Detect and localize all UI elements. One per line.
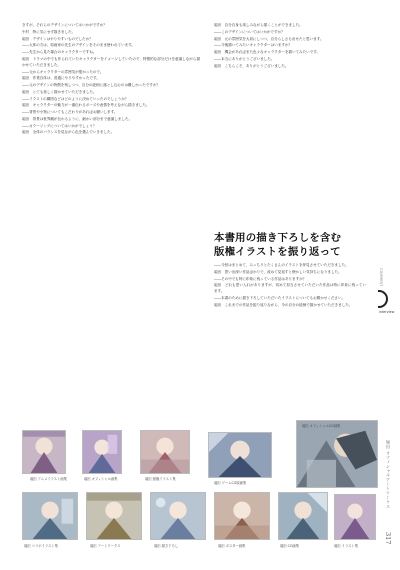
- interview-paragraph: 堀田 キャラクターの魅力が一番伝わるポーズや表情を考えながら描きました。: [22, 103, 150, 108]
- interview-paragraph: ――本当にありがとうございました。: [214, 56, 275, 61]
- page-number: 317: [384, 532, 392, 545]
- interview-paragraph: ――背景や小物についてもこだわりがあればお願いします。: [22, 110, 118, 115]
- illustration-caption: 堀田 アートワークス: [90, 544, 121, 548]
- interview-paragraph: 堀田 デザインはやりやすいものでしたか？: [22, 36, 93, 41]
- illustration-caption: 堀田 CG画集: [280, 544, 300, 548]
- illustration-caption: 堀田 アニメイラスト画集: [30, 477, 67, 481]
- illustration-thumbnail: [86, 492, 142, 540]
- interview-paragraph: 堀田 思い出深い作品ばかりで、改めて見返すと懐かしい気持ちになりました。: [214, 269, 342, 274]
- interview-column-right: [214, 22, 366, 228]
- interview-paragraph: きすが、それらのデザインについてはいかがですか？: [22, 23, 107, 27]
- illustration-thumbnail: [208, 432, 272, 478]
- interview-paragraph: ――本書のために描き下ろしていただいたイラストについてもお聞かせください。: [214, 296, 346, 301]
- interview-column-left: [22, 22, 200, 370]
- illustration-caption: 堀田 描き下ろし: [154, 544, 179, 548]
- interview-paragraph: ――今回はまとめて、みっちりとたくさんのイラストを拝見させていただきました。: [214, 263, 349, 267]
- interview-paragraph: 堀田 機会があればまた色々なキャラクターを描いてみたいです。: [214, 50, 321, 54]
- section-heading: [214, 232, 354, 259]
- interview-paragraph: ――イラストの構図などはどのように決めていったのでしょうか？: [22, 96, 129, 101]
- interview-paragraph: 中村 特に気にせず描きました。: [22, 29, 76, 34]
- illustration-caption: 堀田 イラスト集: [334, 544, 359, 548]
- interview-paragraph: ――このデザインについてはいかがですか？: [214, 29, 285, 34]
- illustration-caption: 堀田 ポスター画集: [218, 544, 246, 548]
- interview-paragraph: 堀田 自分自身も楽しみながら描くことができました。: [214, 23, 303, 27]
- interview-paragraph: 堀田 とても楽しく描かせていただきました。: [22, 89, 97, 94]
- illustration-thumbnail: [22, 430, 66, 474]
- illustration-caption: 堀田 ゲームCG原画集: [214, 481, 247, 485]
- section-heading-line: 本書用の描き下ろしを含む: [214, 232, 342, 244]
- illustration-thumbnail: [296, 420, 378, 488]
- illustration-caption: 堀田 版権イラスト集: [145, 477, 176, 481]
- interview-paragraph: 堀田 背景は世界観が伝わるように、細かい部分まで意識しました。: [22, 116, 132, 121]
- interview-paragraph: 堀田 元の雰囲気を大切にしつつ、自分らしさも出せたと思います。: [214, 36, 324, 41]
- side-tab-label: COMMENT: [379, 268, 383, 287]
- interview-paragraph: ――その中でも特に印象に残っている作品はありますか？: [214, 276, 307, 281]
- illustration-caption: 堀田 オフィシャル画集: [84, 477, 118, 481]
- interview-paragraph: ――元からキャラクターの雰囲気が強かったので。: [22, 69, 104, 74]
- interview-paragraph: ――大体の方は、原画家の先生のデザインをそのまま使われています。: [22, 43, 135, 48]
- interview-paragraph: 堀田 どれも思い入れがありますが、初めて担当させていただいた作品は特に印象に残っています。: [214, 283, 366, 294]
- interview-paragraph: 堀田 全体のバランスを見ながら色を選んでいきました。: [22, 130, 115, 135]
- interview-paragraph: ――先生から見た場合のキャラクターですね。: [22, 50, 97, 54]
- illustration-thumbnail: [82, 430, 122, 474]
- illustration-thumbnail: [278, 492, 328, 540]
- illustration-caption: 堀田 コラボイラスト集: [24, 544, 58, 548]
- interview-paragraph: 堀田 こちらこそ、ありがとうございました。: [214, 63, 289, 68]
- interview-paragraph: ――カラーリングについてはいかがでしょう？: [22, 123, 97, 128]
- illustration-thumbnail: [22, 492, 78, 540]
- illustration-thumbnail: [140, 430, 190, 474]
- interview-paragraph: 堀田 これまでの作品を振り返りながら、今の自分の絵柄で描かせていただきました。: [214, 302, 353, 307]
- illustration-thumbnail: [150, 492, 206, 540]
- illustration-caption: 堀田 オフィシャルCG画集: [302, 424, 341, 428]
- illustration-thumbnail: [334, 494, 376, 540]
- interview-paragraph: 堀田 ドラマの中でも作られていたキャラクターをイメージしていたので、特徴的な部分だけを意識しながら描かせていただきました。: [22, 56, 200, 67]
- section-heading-line: 版権イラストを振り返って: [214, 245, 341, 258]
- interview-paragraph: 堀田 作業自体は、普通にやりやすかったです。: [22, 76, 100, 81]
- interview-paragraph: ――今後描いてみたいキャラクターはいますか？: [214, 43, 292, 48]
- side-tab-sub: interview: [379, 310, 395, 314]
- section-text-column: [214, 262, 366, 402]
- side-tab-mark: [378, 290, 388, 308]
- running-title: 堀田 オフィシャルアートワークス: [386, 440, 391, 509]
- illustration-thumbnail: [214, 492, 270, 540]
- interview-paragraph: ――元のデザインの特徴を残しつつ、自分の絵柄に落とし込むのは難しかったですか？: [22, 83, 160, 88]
